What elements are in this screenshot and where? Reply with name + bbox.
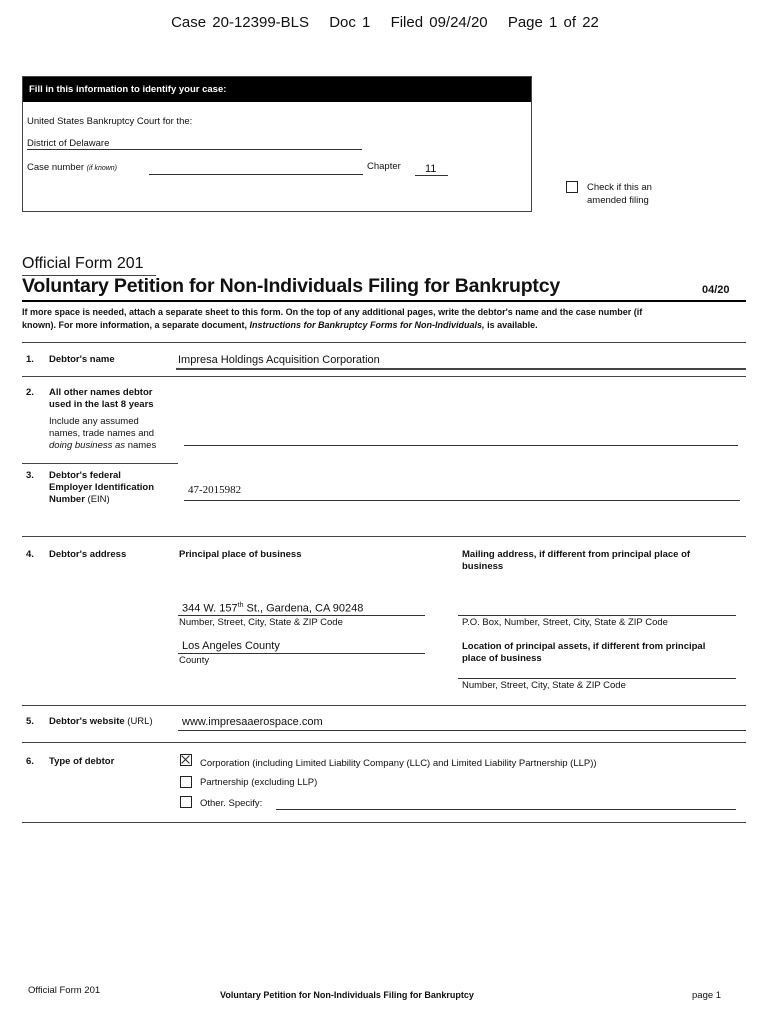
q5-rule xyxy=(22,742,746,743)
county-field[interactable]: Los Angeles County xyxy=(182,640,280,652)
case-number-underline xyxy=(149,174,363,175)
footer-form-title: Voluntary Petition for Non-Individuals Filing for Bankruptcy xyxy=(220,990,474,1000)
footer-form-number: Official Form 201 xyxy=(28,985,101,996)
q2-label xyxy=(49,387,154,411)
chapter-field[interactable]: 11 xyxy=(425,163,437,175)
county-caption: County xyxy=(179,655,210,666)
title-rule xyxy=(22,300,746,302)
q3-number: 3. xyxy=(26,470,34,481)
principal-assets-underline xyxy=(458,678,736,679)
mailing-address-heading xyxy=(462,549,690,573)
case-identification-box xyxy=(22,76,532,212)
filed-date: Filed 09/24/20 xyxy=(390,14,488,31)
q5-label-text: Debtor's website xyxy=(49,716,125,727)
principal-address-caption: Number, Street, City, State & ZIP Code xyxy=(179,617,343,628)
q1-number: 1. xyxy=(26,354,34,365)
q4-rule xyxy=(22,705,746,706)
website-field[interactable]: www.impresaaerospace.com xyxy=(182,716,323,728)
mailing-address-field[interactable] xyxy=(462,600,734,614)
amended-label-line-2: amended filing xyxy=(587,195,649,206)
q6-label: Type of debtor xyxy=(49,756,115,767)
street-part-b: St., Gardena, CA 90248 xyxy=(243,602,364,615)
county-underline xyxy=(178,653,425,654)
partnership-checkbox[interactable] xyxy=(180,776,192,788)
q1-rule xyxy=(22,376,746,377)
amended-label-line-1: Check if this an xyxy=(587,182,652,193)
form-title: Voluntary Petition for Non-Individuals Filing for Bankruptcy xyxy=(22,275,560,297)
case-number-label xyxy=(27,162,117,173)
principal-address-field[interactable] xyxy=(182,602,363,615)
intro-line-2b: Instructions for Bankruptcy Forms for Non-Individuals, xyxy=(249,320,485,330)
debtor-name-underline xyxy=(176,368,746,370)
q5-label xyxy=(49,716,153,728)
case-id: Case 20-12399-BLS xyxy=(171,14,310,31)
chapter-label: Chapter xyxy=(367,161,401,172)
principal-address-underline xyxy=(178,615,425,616)
case-number-label-text: Case number xyxy=(27,162,85,173)
intro-line-1: If more space is needed, attach a separate sheet to this form. On the top of any additional pages, write the debtor's name and the case number (if xyxy=(22,307,643,317)
street-superscript: th xyxy=(237,602,244,609)
q2-rule xyxy=(22,463,178,464)
website-underline xyxy=(178,730,746,731)
q3-label-line-2: Employer Identification xyxy=(49,482,155,493)
q3-label-line-1: Debtor's federal xyxy=(49,470,121,481)
q3-label-line-3b: (EIN) xyxy=(84,494,110,505)
other-type-underline xyxy=(276,809,736,810)
court-filing-header xyxy=(0,14,770,31)
form-instructions xyxy=(22,306,742,332)
q2-label-line-2: used in the last 8 years xyxy=(49,399,154,410)
amended-filing-label xyxy=(587,181,652,207)
other-type-specify-field[interactable] xyxy=(280,795,732,809)
principal-place-heading: Principal place of business xyxy=(179,549,302,560)
q3-rule xyxy=(22,536,746,537)
page-count: Page 1 of 22 xyxy=(507,14,599,31)
case-number-note: (if known) xyxy=(86,165,118,172)
q2-sub-line-3a: doing business as xyxy=(49,440,126,451)
q2-label-line-1: All other names debtor xyxy=(49,387,153,398)
corporation-checkbox[interactable] xyxy=(180,754,192,766)
partnership-option-label: Partnership (excluding LLP) xyxy=(200,777,318,788)
q1-label: Debtor's name xyxy=(49,354,115,365)
other-type-option-label: Other. Specify: xyxy=(200,798,263,809)
q2-number: 2. xyxy=(26,387,34,398)
mailing-address-caption: P.O. Box, Number, Street, City, State & ZIP Code xyxy=(462,617,668,628)
case-number-field[interactable] xyxy=(149,162,361,174)
q5-label-url: (URL) xyxy=(124,716,153,727)
q3-label-line-3: Number xyxy=(49,494,85,505)
q4-number: 4. xyxy=(26,549,34,560)
q3-label xyxy=(49,470,154,506)
form-number: Official Form 201 xyxy=(22,255,144,272)
q6-number: 6. xyxy=(26,756,34,767)
q5-number: 5. xyxy=(26,716,34,727)
chapter-underline xyxy=(415,175,448,176)
q4-label: Debtor's address xyxy=(49,549,127,560)
mailing-heading-line-1: Mailing address, if different from principal place of xyxy=(462,549,691,560)
corporation-option-label: Corporation (including Limited Liability Company (LLC) and Limited Liability Partnership (LLP)) xyxy=(200,758,597,769)
court-label: United States Bankruptcy Court for the: xyxy=(27,116,193,127)
intro-line-2a: known). For more information, a separate document, xyxy=(22,320,250,330)
principal-assets-heading xyxy=(462,641,705,665)
other-type-checkbox[interactable] xyxy=(180,796,192,808)
intro-line-2c: is available. xyxy=(484,320,538,330)
district-underline xyxy=(27,149,362,150)
assets-heading-line-1: Location of principal assets, if different from principal xyxy=(462,641,706,652)
ein-field[interactable]: 47-2015982 xyxy=(188,484,242,496)
q2-sub-line-1: Include any assumed xyxy=(49,416,139,427)
ein-underline xyxy=(184,500,740,501)
mailing-heading-line-2: business xyxy=(462,561,504,572)
mailing-address-underline xyxy=(458,615,736,616)
district-field[interactable]: District of Delaware xyxy=(27,138,110,149)
principal-assets-caption: Number, Street, City, State & ZIP Code xyxy=(462,680,626,691)
q2-sub-line-3b: names xyxy=(125,440,157,451)
amended-filing-checkbox[interactable] xyxy=(566,181,578,193)
q2-sub-line-2: names, trade names and xyxy=(49,428,155,439)
q6-rule xyxy=(22,822,746,823)
doc-number: Doc 1 xyxy=(329,14,371,31)
case-identification-title: Fill in this information to identify your case: xyxy=(23,77,531,102)
street-part-a: 344 W. 157 xyxy=(182,602,238,615)
other-names-field[interactable] xyxy=(186,430,736,444)
q2-instructions xyxy=(49,416,156,452)
intro-rule xyxy=(22,342,746,343)
debtor-name-field[interactable]: Impresa Holdings Acquisition Corporation xyxy=(178,354,380,366)
assets-heading-line-2: place of business xyxy=(462,653,542,664)
footer-page-number: page 1 xyxy=(692,990,722,1001)
form-revision-date: 04/20 xyxy=(702,284,730,296)
other-names-underline xyxy=(184,445,738,446)
principal-assets-field[interactable] xyxy=(462,664,734,678)
